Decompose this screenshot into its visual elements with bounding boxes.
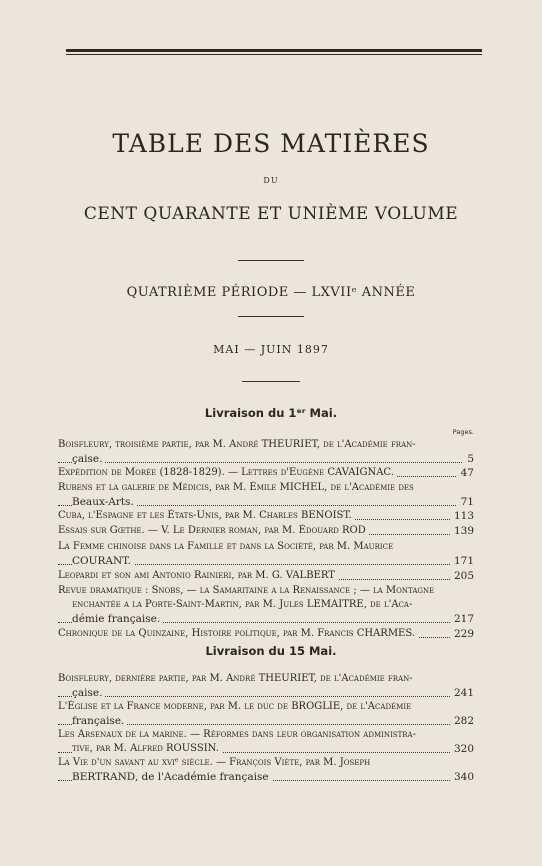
toc-entry <box>58 627 474 641</box>
entry-line-2: Beaux-Arts. <box>72 496 137 508</box>
entry-line-1: Essais sur Gœthe. — V. Le Dernier roman, par M. Édouard ROD <box>58 525 369 536</box>
divider-rule-1 <box>238 260 304 261</box>
entry-page-number: 113 <box>450 509 474 523</box>
toc-entry <box>58 509 474 523</box>
entry-line-1: Boisfleury, troisième partie, par M. André THEURIET, de l'Académie fran- <box>58 439 419 450</box>
entry-line-1: Revue dramatique : Snobs, — la Samaritaine a la Renaissance ; — la Montagne <box>58 585 437 596</box>
toc-entry <box>58 466 474 480</box>
section-heading-2: Livraison du 15 Mai. <box>205 644 337 658</box>
toc-entry <box>58 672 474 700</box>
entry-page-number: 229 <box>450 627 474 641</box>
toc-entry <box>58 756 474 784</box>
entry-page-number: 340 <box>450 770 474 784</box>
entry-page-number: 47 <box>457 466 474 480</box>
entry-page-number: 282 <box>450 714 474 728</box>
toc-entry <box>58 524 474 538</box>
entry-line-2: française. <box>72 715 127 727</box>
toc-entry <box>58 728 474 756</box>
entry-line-1: Expédition de Morée (1828-1829). — Lettres d'Eugène CAVAIGNAC. <box>58 467 397 478</box>
divider-rule-2 <box>238 316 304 317</box>
entry-line-2: enchantée a la Porte-Saint-Martin, par M. Jules LEMAITRE, de l'Aca- <box>72 599 415 610</box>
top-thin-rule <box>66 54 482 55</box>
toc-entry <box>58 481 474 509</box>
entry-page-number: 217 <box>450 612 474 626</box>
entry-line-3: démie française. <box>72 613 163 625</box>
entry-page-number: 171 <box>450 554 474 568</box>
entry-line-2: BERTRAND, de l'Académie française <box>72 771 272 783</box>
issue-date: MAI — JUIN 1897 <box>213 343 329 356</box>
toc-entry <box>58 569 474 583</box>
entry-line-2: tive, par M. Alfred ROUSSIN. <box>72 743 222 754</box>
entry-line-1: Les Arsenaux de la marine. — Réformes dans leur organisation administra- <box>58 729 419 740</box>
divider-rule-3 <box>242 381 300 382</box>
entry-line-1: L'Église et la France moderne, par M. le duc de BROGLIE, de l'Académie <box>58 701 414 712</box>
entry-line-1: Leopardi et son ami Antonio Rainieri, par M. G. VALBERT <box>58 570 338 581</box>
pages-column-label: Pages. <box>452 428 474 436</box>
entry-line-1: La Vie d'un savant au xviᵉ siècle. — François Viète, par M. Joseph <box>58 757 373 768</box>
toc-entry <box>58 700 474 728</box>
entry-page-number: 139 <box>450 524 474 538</box>
volume-subtitle: CENT QUARANTE ET UNIÈME VOLUME <box>83 204 459 224</box>
entry-line-1: Boisfleury, dernière partie, par M. André THEURIET, de l'Académie fran- <box>58 673 416 684</box>
entry-page-number: 71 <box>457 495 474 509</box>
entry-line-1: La Femme chinoise dans la Famille et dans la Société, par M. Maurice <box>58 541 396 552</box>
top-thick-rule <box>66 49 482 52</box>
title-connector: DU <box>263 176 279 185</box>
entry-line-1: Chronique de la Quinzaine, Histoire politique, par M. Francis CHARMES. <box>58 628 418 639</box>
document-title: TABLE DES MATIÈRES <box>112 129 430 158</box>
entry-page-number: 320 <box>450 742 474 756</box>
entry-line-1: Rubens et la galerie de Médicis, par M. Émile MICHEL, de l'Académie des <box>58 482 417 493</box>
entry-page-number: 5 <box>463 452 474 466</box>
toc-entry <box>58 584 474 626</box>
period-line: QUATRIÈME PÉRIODE — LXVIIᵉ ANNÉE <box>126 285 416 300</box>
entry-line-2: çaise. <box>72 687 105 699</box>
toc-entry <box>58 540 474 568</box>
entry-line-1: Cuba, l'Espagne et les États-Unis, par M. Charles BENOIST. <box>58 510 355 521</box>
section-heading-1: Livraison du 1ᵉʳ Mai. <box>204 406 338 420</box>
entry-page-number: 205 <box>450 569 474 583</box>
entry-page-number: 241 <box>450 686 474 700</box>
entry-line-2: çaise. <box>72 453 105 465</box>
toc-entry <box>58 438 474 466</box>
entry-line-2: COURANT. <box>72 555 134 567</box>
